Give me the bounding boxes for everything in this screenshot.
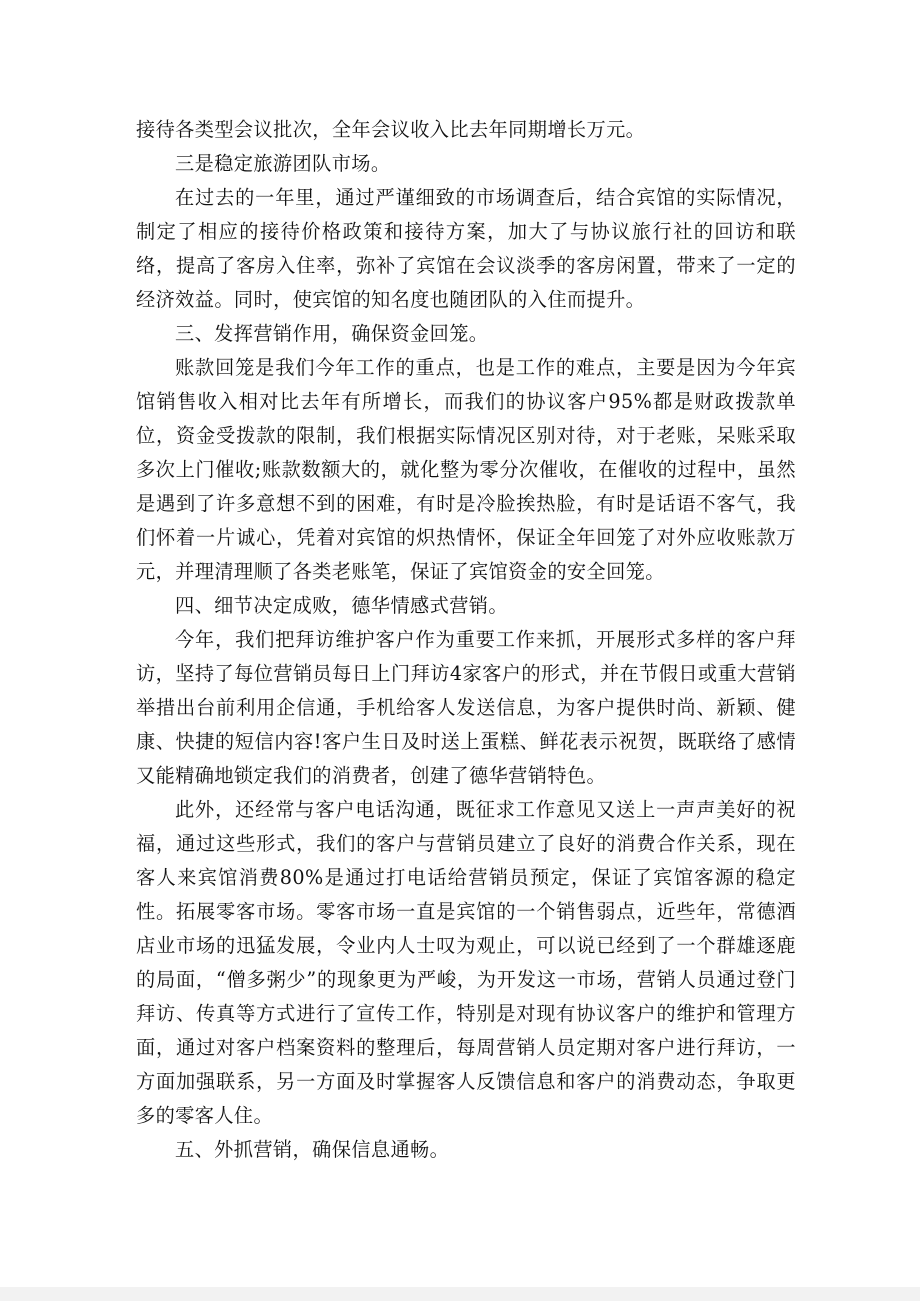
paragraph-5: 账款回笼是我们今年工作的重点，也是工作的难点，主要是因为今年宾馆销售收入相对比去年有所增长，而我们的协议客户95%都是财政拨款单位，资金受拨款的限制，我们根据实际情况区别对待，对于老账，呆账采取多次上门催收;账款数额大的，就化整为零分次催收，在催收的过程中，虽然是遇到了许多意想不到的困难，有时是冷脸挨热脸，有时是话语不客气，我们怀着一片诚心，凭着对宾馆的炽热情怀，保证全年回笼了对外应收账款万元，并理清理顺了各类老账笔，保证了宾馆资金的安全回笼。 — [136, 356, 796, 583]
page-bottom-strip — [0, 1287, 920, 1301]
paragraph-7: 今年，我们把拜访维护客户作为重要工作来抓，开展形式多样的客户拜访，坚持了每位营销员每日上门拜访4家客户的形式，并在节假日或重大营销举措出台前利用企信通，手机给客人发送信息，为客户提供时尚、新颖、健康、快捷的短信内容!客户生日及时送上蛋糕、鲜花表示祝贺，既联络了感情又能精确地锁定我们的消费者，创建了德华营销特色。 — [136, 628, 796, 787]
paragraph-3: 在过去的一年里，通过严谨细致的市场调查后，结合宾馆的实际情况，制定了相应的接待价格政策和接待方案，加大了与协议旅行社的回访和联络，提高了客房入住率，弥补了宾馆在会议淡季的客房闲置，带来了一定的经济效益。同时，使宾馆的知名度也随团队的入住而提升。 — [136, 186, 796, 311]
section-heading-3: 三、发挥营销作用，确保资金回笼。 — [175, 322, 489, 345]
paragraph-8: 此外，还经常与客户电话沟通，既征求工作意见又送上一声声美好的祝福，通过这些形式，我们的客户与营销员建立了良好的消费合作关系，现在客人来宾馆消费80%是通过打电话给营销员预定，保证了宾馆客源的稳定性。拓展零客市场。零客市场一直是宾馆的一个销售弱点，近些年，常德酒店业市场的迅猛发展，令业内人士叹为观止，可以说已经到了一个群雄逐鹿的局面，“僧多粥少”的现象更为严峻，为开发这一市场，营销人员通过登门拜访、传真等方式进行了宣传工作，特别是对现有协议客户的维护和管理方面，通过对客户档案资料的整理后，每周营销人员定期对客户进行拜访，一方面加强联系，另一方面及时掌握客人反馈信息和客户的消费动态，争取更多的零客人住。 — [136, 798, 796, 1127]
section-heading-5: 五、外抓营销，确保信息通畅。 — [175, 1138, 450, 1161]
paragraph-2-heading: 三是稳定旅游团队市场。 — [175, 152, 391, 175]
paragraph-1: 接待各类型会议批次，全年会议收入比去年同期增长万元。 — [136, 118, 646, 141]
document-body — [136, 113, 796, 1167]
section-heading-4: 四、细节决定成败，德华情感式营销。 — [175, 594, 508, 617]
